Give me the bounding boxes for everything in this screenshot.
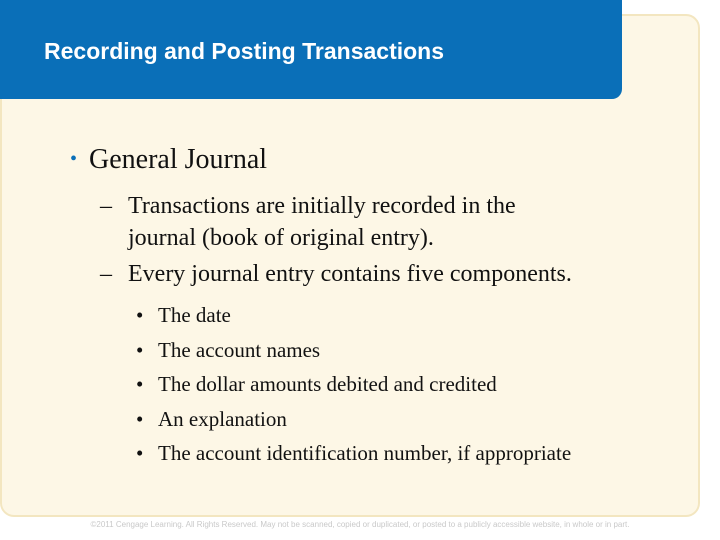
- bullet-marker: •: [136, 441, 144, 465]
- main-bullet: [70, 144, 267, 176]
- sub-bullet-2-text: Every journal entry contains five components.: [128, 261, 572, 287]
- bullet-marker: •: [136, 303, 144, 327]
- component-item: [136, 407, 287, 432]
- bullet-marker: •: [136, 407, 144, 431]
- component-text: The date: [158, 303, 231, 327]
- slide-title: Recording and Posting Transactions: [44, 38, 445, 64]
- dash-marker: –: [100, 193, 112, 219]
- component-text: The account names: [158, 338, 321, 362]
- component-item: [136, 441, 571, 466]
- copyright-footer: ©2011 Cengage Learning. All Rights Reserved. May not be scanned, copied or duplicated, or posted to a publicly accessible website, in whole or in part.: [90, 520, 630, 529]
- component-text: The account identification number, if appropriate: [158, 441, 572, 465]
- title-bar: [0, 0, 622, 99]
- sub-bullet-1: [100, 190, 516, 254]
- sub-bullet-2: [100, 258, 572, 290]
- bullet-marker: •: [70, 148, 78, 170]
- bullet-marker: •: [136, 338, 144, 362]
- component-item: [136, 338, 320, 363]
- component-text: The dollar amounts debited and credited: [158, 372, 497, 396]
- main-bullet-text: General Journal: [89, 144, 268, 175]
- sub-bullet-1-line2: journal (book of original entry).: [128, 225, 434, 251]
- dash-marker: –: [100, 261, 112, 287]
- component-item: [136, 303, 231, 328]
- component-text: An explanation: [158, 407, 287, 431]
- component-item: [136, 372, 497, 397]
- sub-bullet-1-line1: Transactions are initially recorded in the: [128, 193, 516, 219]
- bullet-marker: •: [136, 372, 144, 396]
